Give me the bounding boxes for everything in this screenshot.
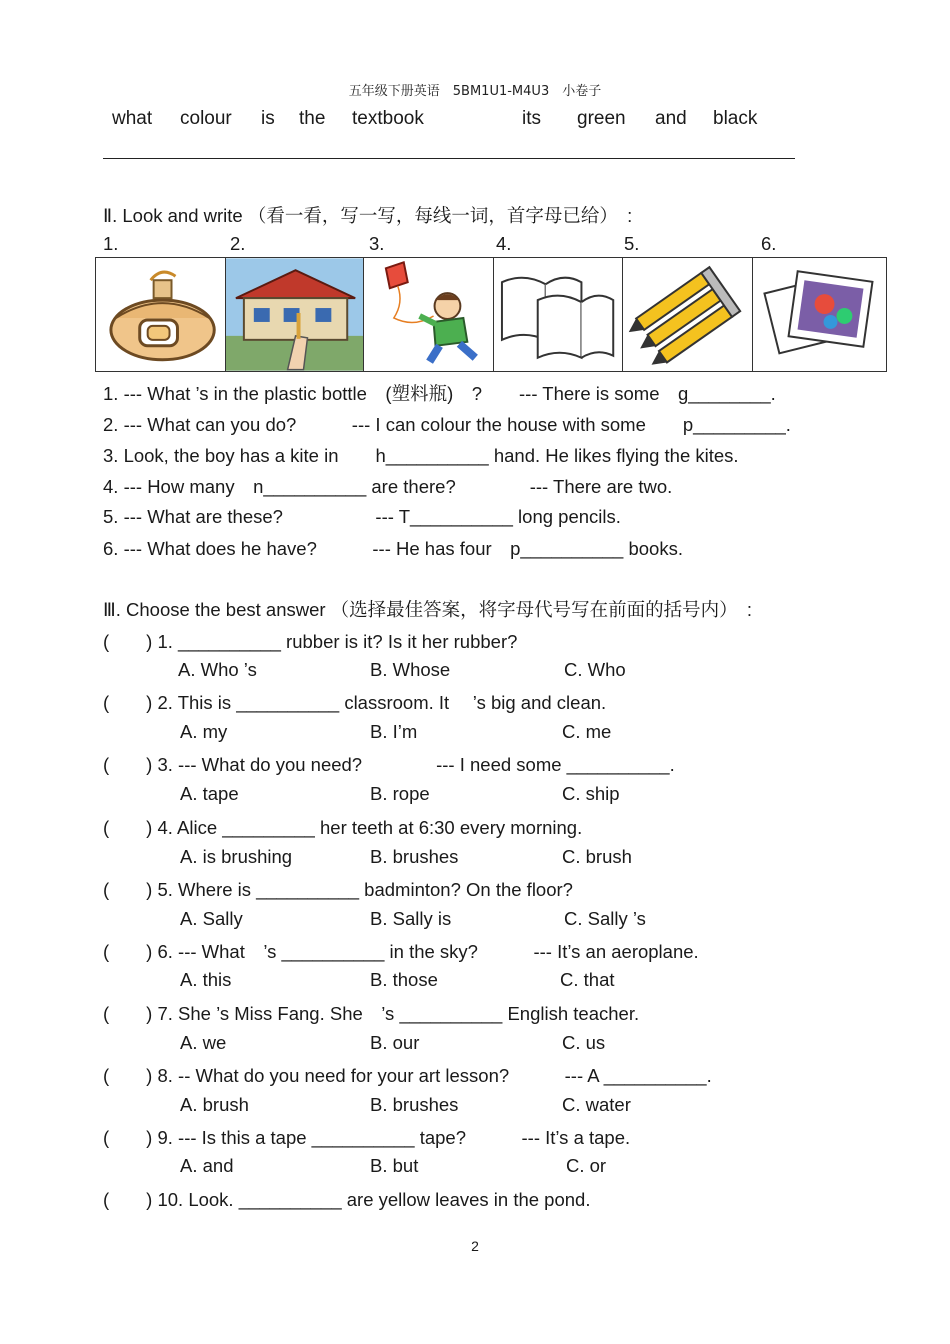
option-a: A. my xyxy=(180,721,228,742)
house-painting-icon xyxy=(226,258,363,371)
books-picture xyxy=(494,258,622,371)
option-b: B. those xyxy=(370,969,438,990)
question: ( ) 2. This is __________ classroom. It ’s big and clean. xyxy=(103,692,607,713)
glue-bottle-picture xyxy=(96,258,226,371)
picture-number: 4. xyxy=(496,233,512,254)
scramble-word: textbook xyxy=(352,108,424,129)
option-b: B. brushes xyxy=(370,1094,459,1115)
pictures-picture xyxy=(753,258,886,371)
question: ( ) 4. Alice _________ her teeth at 6:30 every morning. xyxy=(103,817,583,838)
scramble-word: is xyxy=(261,108,275,129)
write-line: 5. --- What are these? --- T__________ long pencils. xyxy=(103,506,621,527)
pencils-picture xyxy=(623,258,753,371)
write-line: 4. --- How many n__________ are there? --- There are two. xyxy=(103,476,673,497)
option-c: C. that xyxy=(560,969,615,990)
pictures-icon xyxy=(753,258,886,371)
house-painting-picture xyxy=(226,258,364,371)
question: ( ) 9. --- Is this a tape __________ tape? --- It’s a tape. xyxy=(103,1127,631,1148)
option-c: C. Who xyxy=(564,659,626,680)
picture-number: 2. xyxy=(230,233,246,254)
scramble-word: black xyxy=(713,108,758,129)
answer-line xyxy=(103,158,795,159)
question: ( ) 3. --- What do you need? --- I need some __________. xyxy=(103,754,675,775)
option-c: C. brush xyxy=(562,846,632,867)
option-c: C. me xyxy=(562,721,612,742)
option-c: C. ship xyxy=(562,783,620,804)
question: ( ) 7. She ’s Miss Fang. She ’s __________ English teacher. xyxy=(103,1003,640,1024)
option-b: B. but xyxy=(370,1155,419,1176)
pencils-icon xyxy=(623,258,752,371)
option-b: B. I’m xyxy=(370,721,418,742)
option-b: B. rope xyxy=(370,783,430,804)
scramble-word: colour xyxy=(180,108,232,129)
option-c: C. Sally ’s xyxy=(564,908,646,929)
option-a: A. this xyxy=(180,969,232,990)
bottle-of-glue-icon xyxy=(96,258,225,371)
picture-row xyxy=(95,257,887,372)
option-c: C. us xyxy=(562,1032,606,1053)
scramble-word: what xyxy=(112,108,153,129)
section3-title: Ⅲ. Choose the best answer （选择最佳答案，将字母代号写在前面的括号内） : xyxy=(103,599,753,620)
option-a: A. and xyxy=(180,1155,234,1176)
scramble-word: the xyxy=(299,108,326,129)
scramble-word: green xyxy=(577,108,626,129)
write-line: 2. --- What can you do? --- I can colour the house with some p_________. xyxy=(103,414,791,435)
option-c: C. water xyxy=(562,1094,631,1115)
option-a: A. we xyxy=(180,1032,227,1053)
option-b: B. Sally is xyxy=(370,908,452,929)
option-a: A. Who ’s xyxy=(178,659,257,680)
kite-boy-picture xyxy=(364,258,494,371)
question: ( ) 5. Where is __________ badminton? On the floor? xyxy=(103,879,573,900)
picture-number: 1. xyxy=(103,233,119,254)
question: ( ) 10. Look. __________ are yellow leaves in the pond. xyxy=(103,1189,591,1210)
question: ( ) 1. __________ rubber is it? Is it her rubber? xyxy=(103,631,518,652)
option-b: B. Whose xyxy=(370,659,451,680)
write-line: 1. --- What ’s in the plastic bottle (塑料瓶) ? --- There is some g________. xyxy=(103,383,776,404)
option-a: A. brush xyxy=(180,1094,249,1115)
write-line: 6. --- What does he have? --- He has four p__________ books. xyxy=(103,538,683,559)
option-a: A. Sally xyxy=(180,908,243,929)
picture-number: 3. xyxy=(369,233,385,254)
write-line: 3. Look, the boy has a kite in h__________ hand. He likes flying the kites. xyxy=(103,445,739,466)
boy-flying-kite-icon xyxy=(364,258,493,371)
option-b: B. our xyxy=(370,1032,420,1053)
page-number: 2 xyxy=(471,1238,479,1254)
question: ( ) 6. --- What ’s __________ in the sky? --- It’s an aeroplane. xyxy=(103,941,699,962)
picture-number: 6. xyxy=(761,233,777,254)
option-a: A. is brushing xyxy=(180,846,293,867)
section2-title: Ⅱ. Look and write （看一看，写一写，每线一词，首字母已给） : xyxy=(103,205,633,226)
scramble-word: its xyxy=(522,108,541,129)
option-b: B. brushes xyxy=(370,846,459,867)
option-c: C. or xyxy=(566,1155,607,1176)
page-header: 五年级下册英语 5BM1U1-M4U3 小卷子 xyxy=(348,84,602,99)
option-a: A. tape xyxy=(180,783,239,804)
picture-number: 5. xyxy=(624,233,640,254)
question: ( ) 8. -- What do you need for your art lesson? --- A __________. xyxy=(103,1065,712,1086)
open-books-icon xyxy=(494,258,621,371)
scramble-word: and xyxy=(655,108,687,129)
